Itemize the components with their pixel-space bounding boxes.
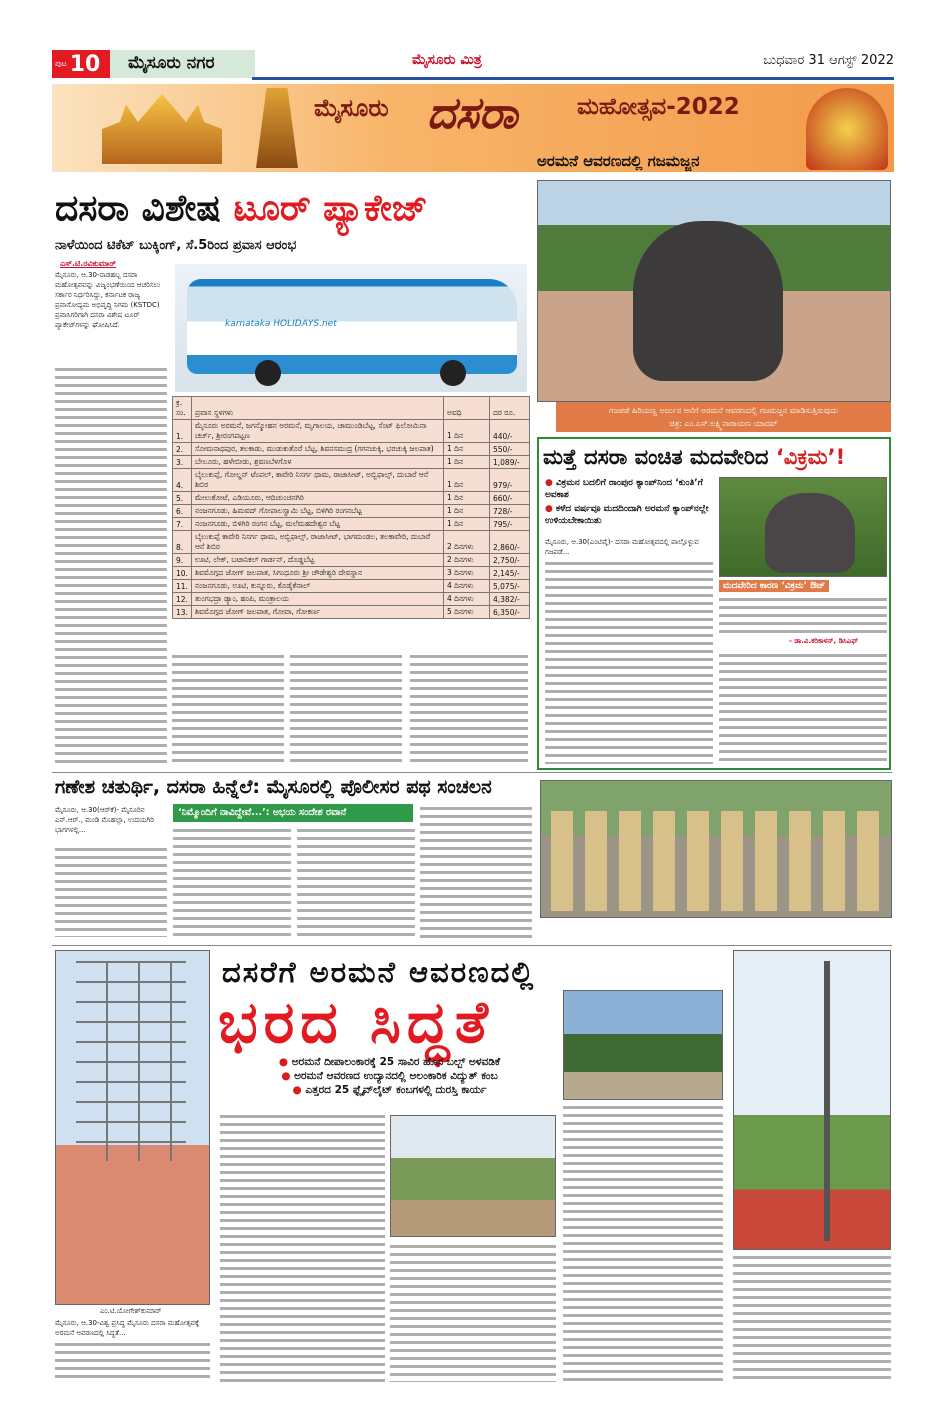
cell-serial: 3.	[173, 456, 192, 469]
tour-lead: ಮೈಸೂರು, ಆ.30-ನಾಡಹಬ್ಬ ದಸರಾ ಮಹೋತ್ಸವವನ್ನು ವಿಜೃಂಭಣೆಯಿಂದ ಆಚರಿಸಲು ಸರ್ಕಾರ ನಿರ್ಧರಿಸಿದ್ದು, ಕರ್ನಾಟಕ ರಾಜ್ಯ ಪ್ರವಾಸೋದ್ಯಮ ಅಭಿವೃದ್ಧಿ ನಿಗಮ (KSTDC) ಪ್ರವಾಸಿಗರಿಗಾಗಿ ದಸರಾ ವಿಶೇಷ ಟೂರ್ ಪ್ಯಾಕೇಜ್‌ಗಳನ್ನು ಘೋಷಿಸಿದೆ.	[55, 270, 167, 330]
col-price: ದರ ರೂ.	[490, 397, 530, 420]
cell-places: ನಂಜನಗೂಡು, ಊಟಿ, ಕುನ್ನೂರು, ಕೊಡೈಕೆನಾಲ್	[191, 580, 443, 593]
vikrama-bullet: ● ವಿಕ್ರಮನ ಬದಲಿಗೆ ರಾಂಪುರ ಕ್ಯಾಂಪ್‌ನಿಂದ ‘ಕುಂತಿ’ಗೆ ಅವಕಾಶ	[545, 477, 715, 501]
police-lead: ಮೈಸೂರು, ಆ.30(ಆರ್‌ಕೆ)- ಮೈಸೂರಿನ ಎನ್.ಆರ್., ಮಂಡಿ ಮೊಹಲ್ಲಾ, ಉದಯಗಿರಿ ಭಾಗಗಳಲ್ಲಿ...	[55, 805, 167, 835]
tour-table	[172, 396, 530, 619]
cell-duration: 1 ದಿನ	[444, 492, 490, 505]
lighting-body-column	[390, 1242, 556, 1382]
cell-duration: 1 ದಿನ	[444, 505, 490, 518]
vikrama-quote-text	[719, 595, 887, 635]
cell-price: 2,860/-	[490, 531, 530, 554]
banner-mysuru: ಮೈಸೂರು	[314, 94, 389, 122]
light-pole	[824, 961, 830, 1241]
cell-places: ಮೇಲುಕೋಟೆ, ಎಡಿಯೂರು, ಆದಿಚುಂಚನಗಿರಿ	[191, 492, 443, 505]
workers-photo	[390, 1115, 556, 1237]
cell-duration: 1 ದಿನ	[444, 420, 490, 443]
tour-headline	[55, 188, 428, 230]
cell-places: ಶಿವಮೊಗ್ಗದ ಜೋಗ್ ಜಲಪಾತ, ಗೋವಾ, ಗೋಕರ್ಣ	[191, 606, 443, 619]
page-header	[52, 48, 894, 80]
gajamajjana-caption: ಗಜಪಡೆ ಹಿರಿಯಣ್ಣ ಅರ್ಜುನ ಆನೆಗೆ ಅರಮನೆ ಆವರಣದಲ್ಲಿ ಗಜಮಜ್ಜನ ಮಾಡಿಸುತ್ತಿರುವುದು	[609, 406, 838, 415]
cell-duration: 4 ದಿನಗಳು	[444, 580, 490, 593]
vikrama-headline	[543, 445, 845, 470]
cell-duration: 3 ದಿನಗಳು	[444, 567, 490, 580]
cell-serial: 8.	[173, 531, 192, 554]
banner-dasara: ದಸರಾ	[427, 88, 518, 139]
cell-duration: 1 ದಿನ	[444, 469, 490, 492]
cell-duration: 1 ದಿನ	[444, 518, 490, 531]
lighting-bullet: ● ಅರಮನೆ ದೀಪಾಲಂಕಾರಕ್ಕೆ 25 ಸಾವಿರ ಹೊಸ ಬಲ್ಬ್ ಅಳವಡಿಕೆ	[222, 1055, 557, 1069]
table-row	[173, 580, 530, 593]
gajamajjana-credit: ಚಿತ್ರ: ಎಂ.ಎಸ್.ಲಕ್ಷ್ಮಿನಾರಾಯಣ ಯಾದವ್	[669, 419, 778, 428]
cell-places: ಮೈಸೂರು ಅರಮನೆ, ಜಗನ್ಮೋಹನ ಅರಮನೆ, ಮೃಗಾಲಯ, ಚಾಮುಂಡಿಬೆಟ್ಟ, ಸೆಂಟ್ ಫಿಲೋಮಿನಾ ಚರ್ಚ್, ಶ್ರೀರಂಗಪಟ್ಟಣ	[191, 420, 443, 443]
cell-places: ನಂಜನಗೂಡು, ಬಿಳಿಗಿರಿ ರಂಗನ ಬೆಟ್ಟ, ಮಲೆಮಹದೇಶ್ವರ ಬೆಟ್ಟ	[191, 518, 443, 531]
cell-duration: 1 ದಿನ	[444, 443, 490, 456]
tour-package-table	[172, 396, 530, 619]
cell-places: ಸೋಮನಾಥಪುರ, ತಲಕಾಡು, ಮುಡುಕುತೊರೆ ಬೆಟ್ಟ, ಶಿವನಸಮುದ್ರ (ಗಗನಚುಕ್ಕಿ, ಭರಚುಕ್ಕಿ ಜಲಪಾತ)	[191, 443, 443, 456]
col-places: ಪ್ರವಾಸ ಸ್ಥಳಗಳು	[191, 397, 443, 420]
vikrama-sidebar-title: ಮದವೇರಿದ ಕಾರಣ ‘ವಿಕ್ರಮ’ ಔಟ್	[719, 580, 829, 592]
vikrama-body-column	[719, 651, 887, 764]
table-row	[173, 606, 530, 619]
vikrama-bullets	[545, 477, 715, 527]
police-headline: ಗಣೇಶ ಚತುರ್ಥಿ, ದಸರಾ ಹಿನ್ನೆಲೆ: ಮೈಸೂರಲ್ಲಿ ಪೊಲೀಸರ ಪಥ ಸಂಚಲನ	[55, 776, 492, 798]
table-header-row	[173, 397, 530, 420]
vikrama-body-column	[545, 559, 713, 764]
police-body-column	[173, 826, 291, 938]
tour-subhead: ನಾಳೆಯಿಂದ ಟಿಕೆಟ್ ಬುಕ್ಕಿಂಗ್, ಸೆ.5ರಿಂದ ಪ್ರವಾಸ ಆರಂಭ	[55, 238, 297, 253]
cell-places: ಬೇಲೂರು, ಹಳೇಬೀಡು, ಶ್ರವಣಬೆಳಗೊಳ	[191, 456, 443, 469]
table-row	[173, 531, 530, 554]
cell-serial: 6.	[173, 505, 192, 518]
police-body-column	[55, 845, 167, 937]
cell-price: 4,382/-	[490, 593, 530, 606]
cell-places: ತುಂಗಭದ್ರಾ ಡ್ಯಾಂ, ಹಂಪಿ, ಮಂತ್ರಾಲಯ	[191, 593, 443, 606]
vikrama-story-box	[537, 437, 891, 770]
table-row	[173, 456, 530, 469]
cell-serial: 12.	[173, 593, 192, 606]
gopura-illustration	[242, 88, 312, 168]
col-serial: ಕ್ರ. ಸಂ.	[173, 397, 192, 420]
bus-wheel	[440, 360, 466, 386]
banner-mahotsava: ಮಹೋತ್ಸವ-2022	[577, 94, 740, 120]
cell-serial: 13.	[173, 606, 192, 619]
page-number: 10	[69, 51, 101, 77]
table-row	[173, 518, 530, 531]
tour-body-column	[290, 652, 402, 764]
vikrama-bullet: ● ಕಳೆದ ವರ್ಷವೂ ಮದದಿಂದಾಗಿ ಅರಮನೆ ಕ್ಯಾಂಪ್‌ನಲ್ಲೇ ಉಳಿಯಬೇಕಾಯಿತು	[545, 503, 715, 527]
cell-price: 660/-	[490, 492, 530, 505]
cell-places: ಬೈಲುಕುಪ್ಪೆ, ಗೋಲ್ಡನ್ ಟೆಂಪಲ್, ಕಾವೇರಿ ನಿಸರ್ಗ ಧಾಮ, ರಾಜಾಸೀಟ್, ಅಬ್ಬಿಫಾಲ್ಸ್, ದುಬಾರೆ ಆನೆ ಶಿಬಿರ	[191, 469, 443, 492]
cell-duration: 4 ದಿನಗಳು	[444, 593, 490, 606]
cell-price: 2,750/-	[490, 554, 530, 567]
lighting-body-column	[55, 1340, 210, 1380]
cell-price: 795/-	[490, 518, 530, 531]
lighting-headline-b: ಭರದ ಸಿದ್ಧತೆ	[218, 988, 494, 1056]
section-rule	[52, 772, 892, 773]
cell-duration: 1 ದಿನ	[444, 456, 490, 469]
cell-serial: 11.	[173, 580, 192, 593]
photo-credit: ಎಂ.ಟಿ.ಯೋಗೇಶ್‌ಕುಮಾರ್	[100, 1307, 162, 1315]
tour-body-column	[410, 652, 528, 764]
cell-serial: 2.	[173, 443, 192, 456]
vikrama-headline-b: ‘ವಿಕ್ರಮ’!	[775, 445, 846, 469]
cell-price: 5,075/-	[490, 580, 530, 593]
cell-serial: 1.	[173, 420, 192, 443]
pole-repair-photo	[733, 950, 891, 1250]
masthead: ಮೈಸೂರು ಮಿತ್ರ	[412, 52, 482, 68]
cell-serial: 9.	[173, 554, 192, 567]
lighting-body-column	[563, 1103, 723, 1383]
gajamajjana-caption-box	[556, 402, 891, 432]
cell-places: ಶಿವಮೊಗ್ಗದ ಜೋಗ್ ಜಲಪಾತ, ಸಿಗಂಧೂರು ಶ್ರೀ ಚೌಡೇಶ್ವರಿ ದೇವಸ್ಥಾನ	[191, 567, 443, 580]
header-rule	[252, 77, 894, 80]
cell-places: ಊಟಿ, ಲೇಕ್, ಬಟಾನಿಕಲ್ ಗಾರ್ಡನ್, ದೊಡ್ಡಬೆಟ್ಟ	[191, 554, 443, 567]
tour-headline-b: ಟೂರ್ ಪ್ಯಾಕೇಜ್	[233, 188, 428, 229]
vikrama-lead: ಮೈಸೂರು, ಆ.30(ಎಂಟಿವೈ)- ದಸರಾ ಮಹೋತ್ಸವದಲ್ಲಿ ಪಾಲ್ಗೊಳ್ಳುವ ಗಜಪಡೆ...	[545, 537, 713, 557]
gajamajjana-headline: ಅರಮನೆ ಆವರಣದಲ್ಲಿ ಗಜಮಜ್ಜನ	[537, 152, 700, 170]
golden-howdah-illustration	[806, 88, 888, 170]
cell-serial: 4.	[173, 469, 192, 492]
police-officers	[551, 811, 881, 911]
bus-wheel	[255, 360, 281, 386]
section-rule	[52, 945, 892, 946]
police-body-column	[297, 826, 415, 938]
police-march-photo	[540, 780, 892, 918]
garden-lamps-photo	[563, 990, 723, 1100]
bus-photo	[175, 264, 527, 392]
table-row	[173, 505, 530, 518]
vikrama-quote-author: - ಡಾ.ವಿ.ಕರಿಕಾಳನ್, ಡಿಸಿಎಫ್	[789, 637, 859, 645]
tour-headline-a: ದಸರಾ ವಿಶೇಷ	[55, 188, 221, 229]
lighting-lead: ಮೈಸೂರು, ಆ.30-ವಿಶ್ವ ಪ್ರಸಿದ್ಧ ಮೈಸೂರು ದಸರಾ ಮಹೋತ್ಸವಕ್ಕೆ ಅರಮನೆ ಆವರಣದಲ್ಲಿ ಸಿದ್ಧತೆ...	[55, 1318, 210, 1338]
cell-serial: 10.	[173, 567, 192, 580]
table-row	[173, 443, 530, 456]
elephant-figure	[633, 221, 783, 381]
cell-duration: 2 ದಿನಗಳು	[444, 531, 490, 554]
lighting-body-column	[733, 1253, 891, 1383]
table-row	[173, 593, 530, 606]
palace-illustration	[102, 94, 222, 164]
bus-brand: karnataka HOLIDAYS.net	[225, 319, 337, 329]
section-title: ಮೈಸೂರು ನಗರ	[110, 50, 255, 78]
scaffold	[76, 961, 186, 1161]
cell-places: ಬೈಲುಕುಪ್ಪೆ ಕಾವೇರಿ ನಿಸರ್ಗ ಧಾಮ, ಅಬ್ಬಿಫಾಲ್ಸ್, ರಾಜಾಸೀಟ್, ಭಾಗಮಂಡಲ, ತಲಕಾವೇರಿ, ದುಬಾರೆ ಆನೆ ಶಿಬಿರ	[191, 531, 443, 554]
cell-duration: 2 ದಿನಗಳು	[444, 554, 490, 567]
table-row	[173, 420, 530, 443]
table-row	[173, 567, 530, 580]
cell-price: 979/-	[490, 469, 530, 492]
lighting-bullet: ● ಎತ್ತರದ 25 ಫ್ಲೈವ್‌ಲೈಟ್ ಕಂಬಗಳಲ್ಲಿ ದುರಸ್ತಿ ಕಾರ್ಯ	[222, 1083, 557, 1097]
cell-price: 550/-	[490, 443, 530, 456]
elephant-bath-photo	[537, 180, 891, 402]
vikrama-headline-a: ಮತ್ತೆ ದಸರಾ ವಂಚಿತ ಮದವೇರಿದ	[543, 445, 769, 469]
cell-price: 2,145/-	[490, 567, 530, 580]
cell-price: 1,089/-	[490, 456, 530, 469]
page-number-badge	[52, 50, 110, 78]
lighting-bullets	[222, 1055, 557, 1097]
table-row	[173, 469, 530, 492]
lighting-bullet: ● ಅರಮನೆ ಆವರಣದ ಉದ್ಯಾನದಲ್ಲಿ ಅಲಂಕಾರಿಕ ವಿದ್ಯುತ್ ಕಂಬ	[222, 1069, 557, 1083]
palace-ladder-photo	[55, 950, 210, 1305]
cell-price: 728/-	[490, 505, 530, 518]
lighting-headline-a: ದಸರೆಗೆ ಅರಮನೆ ಆವರಣದಲ್ಲಿ	[222, 955, 536, 989]
table-row	[173, 554, 530, 567]
elephant-figure	[765, 493, 855, 573]
cell-places: ನಂಜನಗೂಡು, ಹಿಮವದ್ ಗೋಪಾಲಸ್ವಾಮಿ ಬೆಟ್ಟ, ಬಿಳಿಗಿರಿ ರಂಗನಬೆಟ್ಟ	[191, 505, 443, 518]
vikrama-elephant-photo	[719, 477, 887, 577]
tour-body-column	[172, 652, 284, 764]
lighting-body-column	[220, 1112, 385, 1382]
police-subhead: ‘ನಿಮ್ಮೊಂದಿಗೆ ನಾವಿದ್ದೇವೆ...’: ಅಭಯ ಸಂದೇಶ ರವಾನೆ	[173, 804, 413, 822]
dasara-banner	[52, 84, 894, 172]
cell-duration: 5 ದಿನಗಳು	[444, 606, 490, 619]
cell-serial: 5.	[173, 492, 192, 505]
page-label: ಪುಟ	[55, 59, 67, 68]
cell-serial: 7.	[173, 518, 192, 531]
tour-body-column	[55, 365, 167, 765]
tour-byline: ಎಸ್.ಟಿ.ರವಿಕುಮಾರ್	[60, 259, 117, 268]
cell-price: 6,350/-	[490, 606, 530, 619]
col-duration: ಅವಧಿ	[444, 397, 490, 420]
police-body-column	[420, 804, 532, 938]
cell-price: 440/-	[490, 420, 530, 443]
date: ಬುಧವಾರ 31 ಆಗಸ್ಟ್ 2022	[763, 53, 894, 68]
table-row	[173, 492, 530, 505]
